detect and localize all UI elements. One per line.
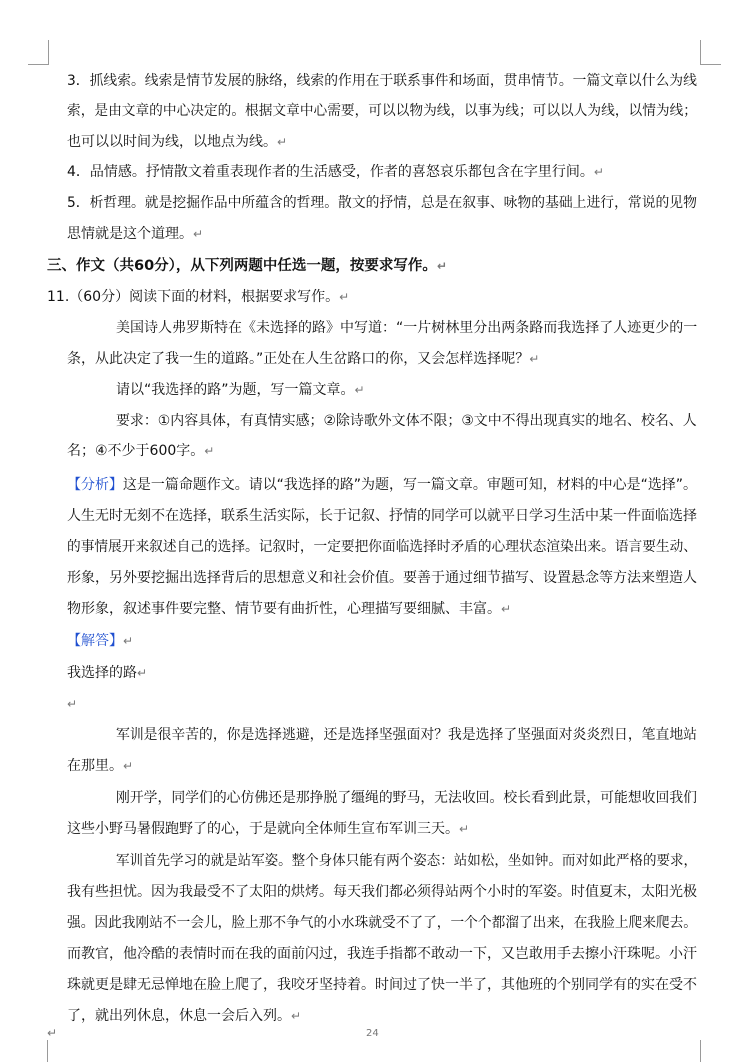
text-line	[67, 102, 697, 120]
paragraph-mark: ↵	[339, 290, 350, 304]
line-text: 的事情展开来叙述自己的选择。记叙时，一定要把你面临选择时矛盾的心理状态渲染出来。语言要生动、	[67, 539, 697, 555]
line-text: 这些小野马暑假跑野了的心，于是就向全体师生宣布军训三天。	[67, 821, 459, 837]
text-line	[116, 726, 697, 744]
line-text: 我选择的路	[67, 665, 137, 681]
page-number: 24	[366, 1028, 379, 1039]
line-text: 物形象，叙述事件要完整、情节要有曲折性，心理描写要细腻、丰富。	[67, 601, 501, 617]
line-text: 珠就更是肆无忌惮地在脸上爬了，我咬牙坚持着。时间过了快一半了，其他班的个别同学有的实在受不	[67, 977, 697, 993]
line-text: 4．品情感。抒情散文着重表现作者的生活感受，作者的喜怒哀乐都包含在字里行间。	[67, 164, 594, 180]
paragraph-mark: ↵	[277, 135, 288, 149]
line-text: 人生无时无刻不在选择，联系生活实际，长于记叙、抒情的同学可以就平日学习生活中某一件面临选择	[67, 508, 697, 524]
paragraph-mark: ↵	[529, 352, 540, 366]
text-line	[116, 852, 697, 870]
text-line	[67, 569, 697, 587]
line-text: 军训首先学习的就是站军姿。整个身体只能有两个姿态：站如松，坐如钟。而对如此严格的要求，	[116, 853, 697, 869]
line-text: 名；④不少于600字。	[67, 443, 205, 459]
text-line	[67, 476, 697, 494]
line-text: 这是一篇命题作文。请以“我选择的路”为题，写一篇文章。审题可知，材料的中心是“选择”。	[122, 477, 698, 493]
line-text: 形象，另外要挖掘出选择背后的思想意义和社会价值。要善于通过细节描写、设置悬念等方法来塑造人	[67, 570, 697, 586]
text-line	[67, 507, 697, 525]
text-line	[67, 442, 214, 460]
text-line	[67, 914, 697, 932]
section-label: 【解答】	[67, 633, 123, 649]
paragraph-mark: ↵	[137, 666, 148, 680]
text-line	[67, 632, 133, 650]
paragraph-mark: ↵	[193, 227, 204, 241]
text-line	[67, 883, 697, 901]
text-line	[67, 163, 604, 181]
line-text: 也可以以时间为线，以地点为线。	[67, 134, 277, 150]
line-text: 我有些担忧。因为我最受不了太阳的烘烤。每天我们都必须得站两个小时的军姿。时值夏末，太阳光极	[67, 884, 697, 900]
text-line	[67, 194, 697, 212]
paragraph-mark: ↵	[291, 1009, 302, 1023]
line-text: 11.（60分）阅读下面的材料，根据要求写作。	[47, 289, 340, 305]
line-text: 要求：①内容具体，有真情实感；②除诗歌外文体不限；③文中不得出现真实的地名、校名、人	[116, 413, 697, 429]
line-text: 在那里。	[67, 758, 123, 774]
line-text: 美国诗人弗罗斯特在《未选择的路》中写道：“一片树林里分出两条路而我选择了人迹更少的一	[116, 320, 698, 336]
paragraph-mark: ↵	[67, 697, 78, 711]
text-line	[67, 133, 287, 151]
section-label: 【分析】	[67, 477, 123, 493]
text-line	[67, 350, 539, 368]
text-line	[67, 664, 147, 682]
text-line	[67, 757, 133, 775]
paragraph-mark: ↵	[501, 602, 512, 616]
text-line	[67, 538, 697, 556]
paragraph-mark: ↵	[123, 759, 134, 773]
line-text: 而教官，他冷酷的表情时而在我的面前闪过，我连手指都不敢动一下，又岂敢用手去擦小汗珠呢。小汗	[67, 946, 697, 962]
line-text: 索，是由文章的中心决定的。根据文章中心需要，可以以物为线，以事为线；可以以人为线，以情为线；	[67, 103, 697, 119]
text-line	[116, 381, 365, 399]
paragraph-mark: ↵	[436, 259, 447, 273]
paragraph-mark: ↵	[459, 822, 470, 836]
text-line	[67, 820, 469, 838]
text-line	[67, 1007, 301, 1025]
text-line	[47, 288, 349, 306]
text-line	[67, 976, 697, 994]
text-line	[116, 319, 697, 337]
text-line	[67, 600, 511, 618]
crop-mark-top-left	[28, 40, 49, 65]
text-line	[67, 225, 203, 243]
text-line	[116, 789, 697, 807]
paragraph-mark: ↵	[354, 383, 365, 397]
text-line	[67, 945, 697, 963]
text-line	[116, 412, 697, 430]
text-line	[67, 695, 77, 713]
line-text: 了，就出列休息，休息一会后入列。	[67, 1008, 291, 1024]
paragraph-mark: ↵	[593, 165, 604, 179]
crop-mark-top-right	[700, 40, 721, 65]
text-line	[47, 257, 447, 275]
text-line	[67, 72, 697, 90]
line-text: 5．析哲理。就是挖掘作品中所蕴含的哲理。散文的抒情，总是在叙事、咏物的基础上进行，常说的见物	[67, 195, 697, 211]
line-text: 思情就是这个道理。	[67, 226, 193, 242]
crop-mark-bottom-right	[700, 1040, 702, 1062]
line-text: 刚开学，同学们的心仿佛还是那挣脱了缰绳的野马，无法收回。校长看到此景，可能想收回我们	[116, 790, 697, 806]
corner-return-mark: ↵	[47, 1026, 58, 1040]
paragraph-mark: ↵	[123, 634, 134, 648]
line-text: 请以“我选择的路”为题，写一篇文章。	[116, 382, 355, 398]
paragraph-mark: ↵	[204, 444, 215, 458]
line-text: 军训是很辛苦的，你是选择逃避，还是选择坚强面对？我是选择了坚强面对炎炎烈日，笔直地站	[116, 727, 697, 743]
line-text: 三、作文（共60分），从下列两题中任选一题，按要求写作。	[47, 258, 437, 274]
line-text: 3．抓线索。线索是情节发展的脉络，线索的作用在于联系事件和场面，贯串情节。一篇文章以什么为线	[67, 73, 697, 89]
line-text: 强。因此我刚站不一会儿，脸上那不争气的小水珠就受不了了，一个个都溜了出来，在我脸上爬来爬去。	[67, 915, 697, 931]
crop-mark-bottom-left	[47, 1040, 49, 1062]
line-text: 条，从此决定了我一生的道路。”正处在人生岔路口的你，又会怎样选择呢？	[67, 351, 530, 367]
